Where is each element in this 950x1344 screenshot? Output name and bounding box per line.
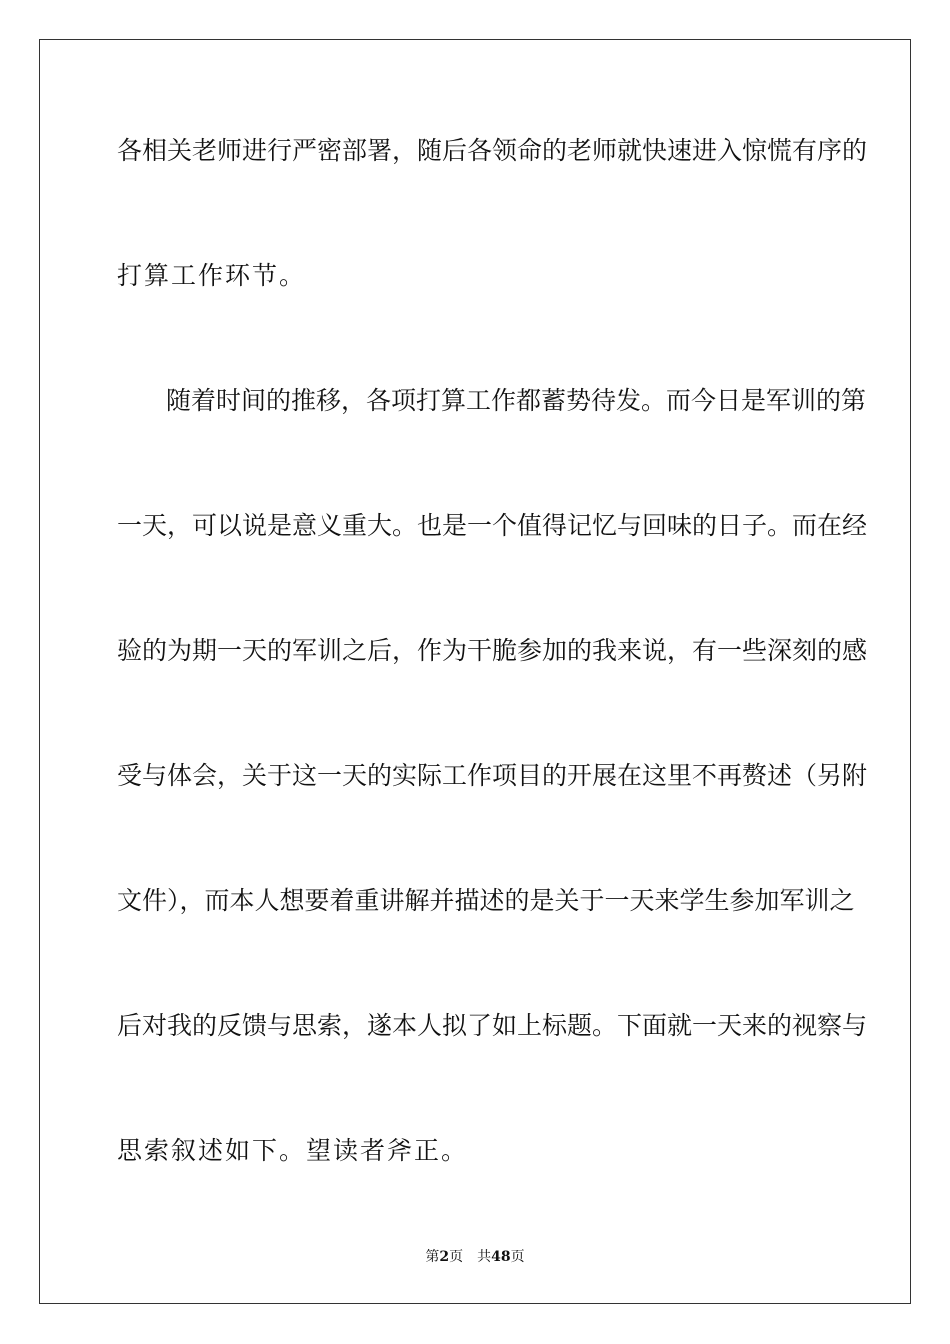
paragraph-line: 一天，可以说是意义重大。也是一个值得记忆与回味的日子。而在经: [117, 511, 868, 540]
page-number: 2: [439, 1249, 450, 1265]
paragraph-line: 验的为期一天的军训之后，作为干脆参加的我来说，有一些深刻的感: [117, 636, 868, 665]
paragraph-line: 随着时间的推移，各项打算工作都蓄势待发。而今日是军训的第: [166, 386, 867, 415]
paragraph-line: 打算工作环节。: [117, 261, 307, 290]
page-unit: 页: [449, 1249, 464, 1265]
total-unit: 页: [510, 1249, 525, 1265]
paragraph-line: 受与体会，关于这一天的实际工作项目的开展在这里不再赘述（另附: [117, 761, 868, 790]
page-prefix: 第: [425, 1249, 440, 1265]
paragraph-line: 文件），而本人想要着重讲解并描述的是关于一天来学生参加军训之: [117, 886, 855, 915]
paragraph-line: 后对我的反馈与思索，遂本人拟了如上标题。下面就一天来的视察与: [117, 1011, 868, 1040]
paragraph-line: 各相关老师进行严密部署，随后各领命的老师就快速进入惊慌有序的: [117, 136, 868, 165]
page-border: [39, 39, 911, 1304]
total-prefix: 共: [477, 1249, 492, 1265]
paragraph-line: 思索叙述如下。望读者斧正。: [117, 1136, 469, 1165]
total-pages: 48: [491, 1249, 511, 1265]
page-footer: [0, 1248, 950, 1266]
